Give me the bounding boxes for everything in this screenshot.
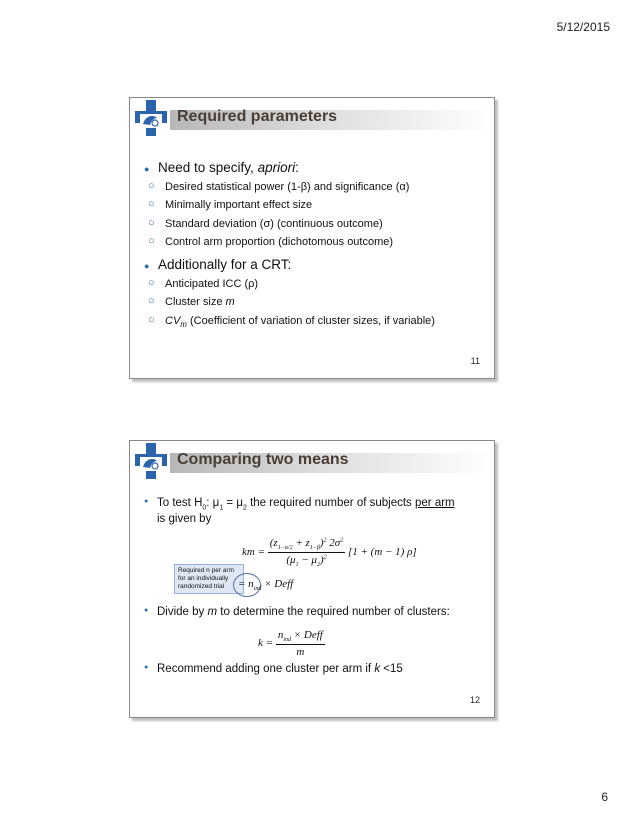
slide-required-parameters — [129, 97, 495, 379]
bullet-item: ● Recommend adding one cluster per arm if k <15 — [144, 663, 484, 677]
sample-size-formula: km = $\frac{(z_{1-\alpha/2} + z_{1-\beta})^2 2\sigma^2}{(\mu_1 - \mu_2)^2}$ [1 + (m − 1) ρ] — [242, 537, 417, 569]
sub-bullet-item: ○ Control arm proportion (dichotomous outcome) — [148, 236, 484, 249]
slide-title: Required parameters — [177, 108, 338, 125]
slide-header — [130, 98, 494, 138]
sub-bullet-item: ○ Cluster size m — [148, 296, 484, 309]
sub-bullet-item: ○ Standard deviation (σ) (continuous outcome) — [148, 218, 484, 231]
sub-bullet-item: ○ Desired statistical power (1-β) and significance (α) — [148, 181, 484, 194]
page-date: 5/12/2015 — [556, 20, 610, 34]
clusters-formula: k = $\frac{n_{ind} \times Deff}{m}$ — [258, 629, 323, 659]
bullet-list — [144, 606, 484, 620]
deff-formula: = $n_{ind}$ × Deff — [238, 578, 294, 593]
slide-number: 12 — [469, 695, 480, 705]
bullet-item: ● Additionally for a CRT: — [144, 257, 484, 273]
bullet-list — [144, 663, 484, 677]
slide-number: 11 — [470, 356, 480, 366]
slide-comparing-two-means — [129, 440, 495, 718]
bullet-item: ● Divide by m to determine the required number of clusters: — [144, 606, 484, 620]
annotation-note: Required n per arm for an individually randomized trial — [174, 564, 244, 594]
page-number: 6 — [601, 790, 608, 804]
slide-header — [130, 441, 494, 481]
bullet-item: ● Need to specify, apriori: — [144, 160, 484, 176]
bullet-list — [144, 152, 484, 329]
sub-bullet-item: ○ Minimally important effect size — [148, 199, 484, 212]
logo-icon — [135, 443, 167, 479]
logo-icon — [135, 100, 167, 136]
sub-bullet-item: ○ $CV_m$ (Coefficient of variation of cluster sizes, if variable) — [148, 315, 484, 330]
bullet-list — [144, 497, 484, 526]
slide-title: Comparing two means — [177, 451, 349, 468]
bullet-item: ● To test $H_0$: $\mu_1 = \mu_2$ the required number of subjects per arm is given by — [144, 497, 484, 526]
formula-fraction: $\frac{(z_{1-\alpha/2} + z_{1-\beta})^2 2\sigma^2}{(\mu_1 - \mu_2)^2}$ — [269, 537, 344, 569]
formula-fraction: $\frac{n_{ind} \times Deff}{m}$ — [277, 629, 323, 659]
sub-bullet-item: ○ Anticipated ICC (ρ) — [148, 278, 484, 291]
